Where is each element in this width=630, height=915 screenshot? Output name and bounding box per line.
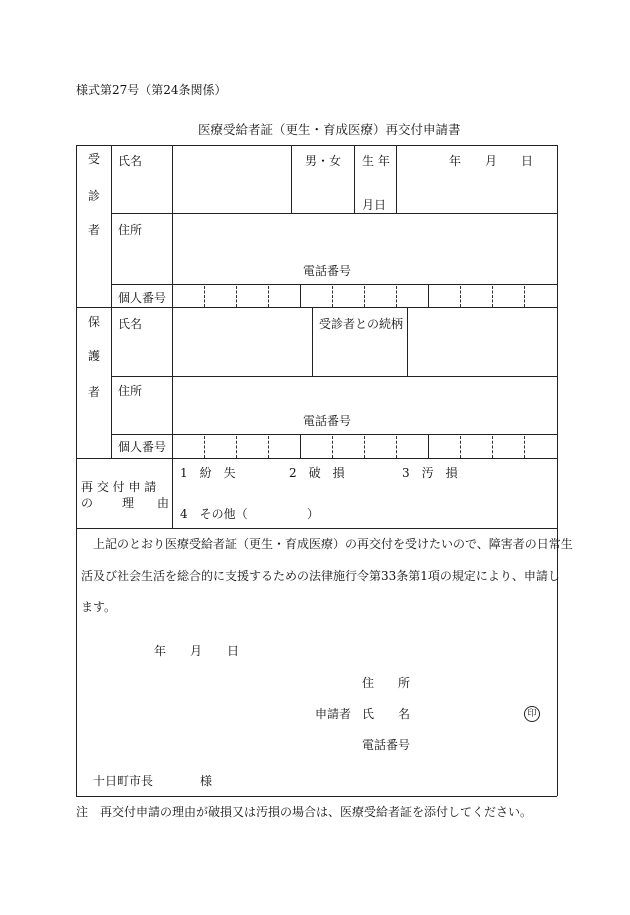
addressee-label: 十日町市長: [93, 774, 154, 788]
reason-label-2b: 理: [122, 496, 135, 510]
form-title: 医療受給者証（更生・育成医療）再交付申請書: [198, 122, 461, 137]
applicant-phone-label: 電話番号: [362, 738, 411, 752]
patient-side-label-1: 受: [88, 152, 101, 166]
reason-option-other[interactable]: 4 その他（: [180, 507, 248, 521]
guardian-relation-label: 受診者との続柄: [319, 317, 404, 331]
date-day-label: 日: [227, 644, 240, 658]
reason-label-2c: 由: [157, 496, 170, 510]
patient-birth-month: 月: [485, 154, 498, 168]
applicant-name-label: 氏 名: [362, 707, 411, 721]
guardian-id-label: 個人番号: [118, 440, 167, 454]
addressee-honorific: 様: [200, 774, 213, 788]
guardian-phone-label: 電話番号: [303, 414, 352, 428]
patient-side-label-3: 者: [88, 223, 101, 237]
reason-label-2a: の: [81, 496, 94, 510]
date-month-label: 月: [190, 644, 203, 658]
guardian-side-label-2: 護: [88, 349, 101, 363]
applicant-label: 申請者: [315, 707, 352, 721]
reason-option-damaged[interactable]: 2 破 損: [289, 466, 345, 480]
patient-birth-day: 日: [521, 154, 534, 168]
patient-address-label: 住所: [118, 223, 143, 237]
guardian-name-label: 氏名: [118, 317, 143, 331]
patient-phone-label: 電話番号: [303, 264, 352, 278]
guardian-side-label-3: 者: [88, 385, 101, 399]
applicant-address-label: 住 所: [362, 676, 411, 690]
reason-option-soiled[interactable]: 3 汚 損: [402, 466, 458, 480]
reason-option-lost[interactable]: 1 紛 失: [180, 466, 236, 480]
patient-id-label: 個人番号: [118, 291, 167, 305]
patient-birth-label-2: 月日: [362, 198, 387, 212]
guardian-address-label: 住所: [118, 384, 143, 398]
guardian-side-label-1: 保: [88, 315, 101, 329]
date-year-label: 年: [154, 644, 167, 658]
footnote: 注 再交付申請の理由が破損又は汚損の場合は、医療受給者証を添付してください。: [76, 805, 533, 819]
declaration-line-2: 活及び社会生活を総合的に支援するための法律施行令第33条第1項の規定により、申請し: [81, 569, 560, 583]
patient-birth-year: 年: [449, 154, 462, 168]
patient-gender-choice[interactable]: 男・女: [305, 154, 342, 168]
declaration-line-1: 上記のとおり医療受給者証（更生・育成医療）の再交付を受けたいので、障害者の日常生: [93, 537, 573, 551]
form-number: 様式第27号（第24条関係）: [76, 83, 227, 97]
seal-icon: 印: [524, 706, 540, 722]
patient-name-label: 氏名: [118, 154, 143, 168]
reason-label-1: 再 交 付 申 請: [81, 480, 157, 494]
patient-side-label-2: 診: [88, 189, 101, 203]
patient-birth-label-1: 生 年: [362, 154, 390, 168]
declaration-line-3: ます。: [81, 600, 117, 614]
reason-option-other-close: ）: [307, 507, 320, 521]
